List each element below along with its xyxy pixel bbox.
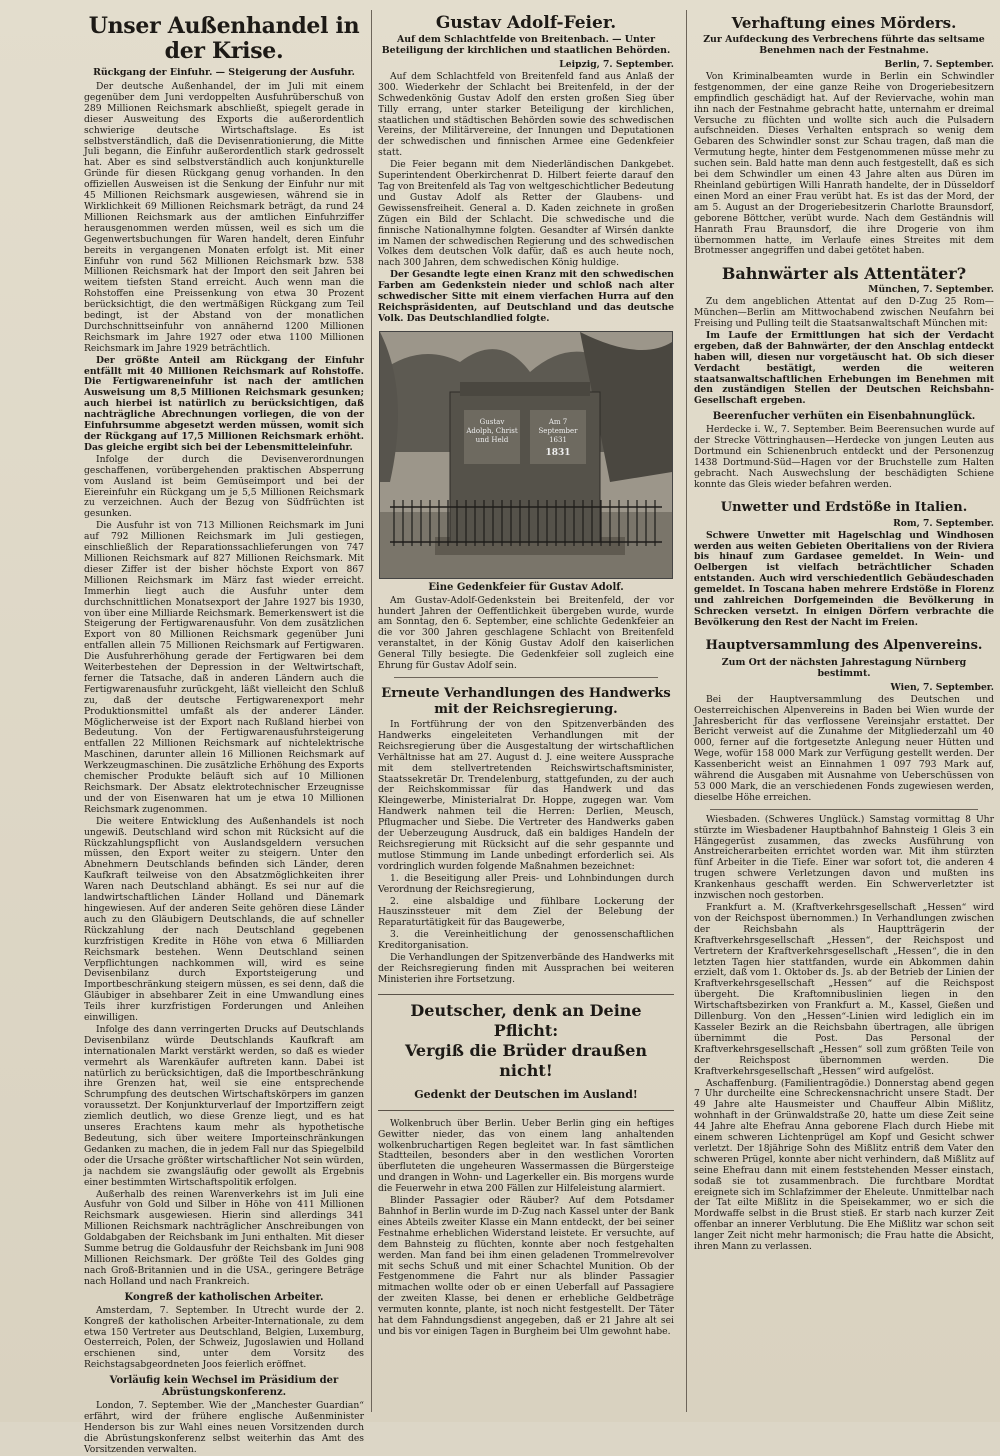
article-paragraph: Der deutsche Außenhandel, der im Juli mit einem gegenüber dem Juni verdoppelten Ausfuhrüberschuß von 289 Millionen Reichsmark abschließt, spiegelt gerade in dieser Ausweitung des Exports die außerordentlich schwierige deutsche Wirtschaftslage. Es ist selbstverständlich, daß die Devisenrationierung, die Mitte Juli begann, die Einfuhr außerordentlich stark gedrosselt hat. Aber es sind selbstverständlich auch konjunkturelle Gründe für diesen Rückgang genug vorhanden. In den offiziellen Ausweisen ist die Senkung der Einfuhr nur mit 45 Millionen Reichsmark ausgewiesen, während sie in Wirklichkeit 69 Millionen Reichsmark beträgt, da rund 24 Millionen Reichsmark aus der amtlichen Einfuhrziffer herausgenommen werden müssen, weil es sich um die Gegenwertsbuchungen für Waren handelt, deren Einfuhr bereits in vergangenen Monaten erfolgt ist. Mit einer Einfuhr von rund 562 Millionen Reichsmark bzw. 538 Millionen Reichsmark hat der Import den seit Jahren bei weitem tiefsten Stand erreicht. Auch wenn man die Rohstoffen eine Preissenkung von etwa 30 Prozent berücksichtigt, die den wertmäßigen Rückgang zum Teil bedingt, ist der Abstand von der monatlichen Durchschnittseinfuhr von annähernd 1200 Millionen Reichsmark im Jahre 1927 oder etwa 1100 Millionen Reichsmark im Jahre 1929 beträchtlich. xyxy=(84,81,364,354)
memorial-stone-illustration xyxy=(380,332,672,578)
article-paragraph: Blinder Passagier oder Räuber? Auf dem Potsdamer Bahnhof in Berlin wurde im D-Zug nach Kassel unter der Bank eines Abteils zweiter Klasse ein Mann entdeckt, der bei seiner Festnahme erheblichen Widerstand leistete. Er versuchte, auf dem Bahnsteig zu flüchten, konnte aber noch festgehalten werden. Man fand bei ihm einen geladenen Trommelrevolver mit sechs Schuß und mit einer Schachtel Munition. Ob der Festgenommene die Fahrt nur als blinder Passagier mitmachen wollte oder ob er einen Ueberfall auf Passagiere der zweiten Klasse, bei denen er erhebliche Geldbeträge vermuten konnte, plante, ist noch nicht festgestellt. Der Täter hat dem Fahndungsdienst angegeben, daß er 21 Jahre alt sei und bis vor einigen Tagen in Burgheim bei Ulm gewohnt habe. xyxy=(378,1195,674,1337)
news-item: Wiesbaden. (Schweres Unglück.) Samstag vormittag 8 Uhr stürzte im Wiesbadener Hauptbahnhof Bahnsteig 1 Gleis 3 ein Hängegerüst zusammen, das zwecks Ausführung von Anstreicherarbeiten errichtet worden war. Mit ihm stürzten fünf Arbeiter in die Tiefe. Einer war sofort tot, die anderen 4 trugen schwere Verletzungen davon und mußten ins Krankenhaus geschafft werden. Ein Schwerverletzter ist inzwischen noch gestorben. xyxy=(694,813,994,902)
divider xyxy=(710,809,978,810)
inscription-left: Gustav Adolph, Christ und Held xyxy=(466,417,518,444)
headline-italien: Unwetter und Erdstöße in Italien. xyxy=(720,499,968,515)
article-paragraph: Die Verhandlungen der Spitzenverbände des Handwerks mit der Reichsregierung finden mit Aussprachen bei weiteren Ministerien ihre Fortsetzung. xyxy=(378,952,674,985)
article-paragraph: London, 7. September. Wie der „Manchester Guardian“ erfährt, wird der frühere englische Außenminister Henderson bis zur Wahl eines neuen Vorsitzenden durch die Abrüstungskonferenz selbst weiterhin das Amt des Vorsitzenden verwalten. xyxy=(84,1400,364,1455)
headline-eisenbahnunglueck: Beerenfucher verhüten ein Eisenbahnunglück. xyxy=(712,411,976,423)
article-paragraph: Die weitere Entwicklung des Außenhandels ist noch ungewiß. Deutschland wird schon mit Rücksicht auf die Rückzahlungspflicht von Auslandsgeldern versuchen müssen, den Export weiter zu steigern. Unter den Abnehmern Deutschlands befinden sich Länder, deren Kaufkraft teilweise von den Absatzmöglichkeiten ihrer Waren nach Deutschland abhängt. Es sei nur auf die landwirtschaftlichen Länder Holland und Dänemark hingewiesen. Auf der anderen Seite gehören diese Länder auch zu den Gläubigern Deutschlands, die auf schneller Rückzahlung der nach Deutschland gegebenen kurzfristigen Kredite in Höhe von etwa 6 Milliarden Reichsmark bestehen. Wenn Deutschland seinen Verpflichtungen nachkommen will, wird es seine Devisenbilanz durch Exportsteigerung und Importbeschränkung steigern müssen, es sei denn, daß die Gläubiger in absehbarer Zeit in eine Umwandlung eines Teils ihrer kurzfristigen Forderungen und Anleihen einwilligen. xyxy=(84,815,364,1024)
article-paragraph: Von Kriminalbeamten wurde in Berlin ein Schwindler festgenommen, der eine ganze Reihe von Drogeriebesitzern empfindlich geschädigt hat. Auf der Reviervache, wohin man ihn nach der Festnahme gebracht hatte, unternahm er dreimal Versuche zu flüchten und wollte sich auch die Pulsadern aufschneiden. Dieses Verhalten entsprach so wenig dem Gebaren des Schwindler sonst zur Schau tragen, daß man die Vermutung hegte, hinter dem Festgenommenen müsse mehr zu suchen sein. Bald hatte man denn auch festgestellt, daß es sich bei dem Schwindler um einen 43 Jahre alten aus Düren im Rheinland gebürtigen Willi Hanrath handelte, der in Düsseldorf einen Mord an einer Frau verübt hat. Es ist das der Mord, der am 5. August an der Drogeriebesitzerin Charlotte Braunsdorf, geborene Böttcher, verübt wurde. Nach dem Geständnis will Hanrath Frau Braunsdorf, die ihre Drogerie von ihm übernommen hatte, im Verlaufe eines Streites mit dem Brotmesser angegriffen und dabei getötet haben. xyxy=(694,70,994,257)
article-paragraph: In Fortführung der von den Spitzenverbänden des Handwerks eingeleiteten Verhandlungen mit der Reichsregierung über die Ausgestaltung der wirtschaftlichen Verhältnisse hat am 27. August d. J. eine weitere Aussprache mit dem stellvertretenden Reichswirtschaftsminister, Staatssekretär Dr. Trendelenburg, stattgefunden, zu der auch der Reichskommissar für das Handwerk und das Kleingewerbe, Ministerialrat Dr. Hoppe, zugegen war. Vom Handwerk nahmen teil die Herren: Derlien, Meusch, Pflugmacher und Siebe. Die Vertreter des Handwerks gaben der Ueberzeugung Ausdruck, daß ein baldiges Handeln der Reichsregierung mit Rücksicht auf die sehr gespannte und mutlose Stimmung im Lande unbedingt erforderlich sei. Als vordringlich wurden folgende Maßnahmen bezeichnet: xyxy=(378,719,674,872)
subheadline-aussenhandel: Rückgang der Einfuhr. — Steigerung der Ausfuhr. xyxy=(93,67,355,78)
list-item: 1. die Beseitigung aller Preis- und Lohnbindungen durch Verordnung der Reichsregierung, xyxy=(378,872,674,895)
article-paragraph: Im Laufe der Ermittlungen hat sich der Verdacht ergeben, daß der Bahnwärter, der den Anschlag entdeckt haben will, diesen nur vorgetäuscht hat. Ob sich dieser Verdacht bestätigt, werden die weiteren staatsanwaltschaftlichen Erhebungen im Benehmen mit den zuständigen Stellen der Deutschen Reichsbahn-Gesellschaft ergeben. xyxy=(694,329,994,407)
caption-text: Am Gustav-Adolf-Gedenkstein bei Breitenfeld, der vor hundert Jahren der Oeffentlichkeit übergeben wurde, wurde am Sonntag, den 6. September, eine schlichte Gedenkfeier an die vor 300 Jahren geschlagene Schlacht von Breitenfeld veranstaltet, in der König Gustav Adolf den kaiserlichen General Tilly besiegte. Die Gedenkfeier soll zugleich eine Ehrung für Gustav Adolf sein. xyxy=(378,594,674,672)
column-middle xyxy=(378,6,674,1416)
article-paragraph: Die Ausfuhr ist von 713 Millionen Reichsmark im Juni auf 792 Millionen Reichsmark im Juli gestiegen, einschließlich der Reparationssachlieferungen von 747 Millionen Reichsmark auf 827 Millionen Reichsmark. Mit dieser Ziffer ist der bisher höchste Export von 867 Millionen Reichsmark im März fast wieder erreicht. Immerhin liegt auch die Ausfuhr unter dem durchschnittlichen Monatsexport der Jahre 1927 bis 1930, von über eine Milliarde Reichsmark. Bemerkenswert ist die Steigerung der Fertigwarenausfuhr. Von dem zusätzlichen Export von 80 Millionen Reichsmark gegenüber Juni entfallen allein 75 Millionen Reichsmark auf Fertigwaren. Die Ausfuhrerhöhung gerade der Fertigwaren bei dem Weiterbestehen der Depression in der Weltwirtschaft, ferner die Tatsache, daß in anderen Ländern auch die Fertigwarenausfuhr zurückgeht, läßt vielleicht den Schluß zu, daß der deutsche Fertigwarenexport mehr Produktionsmittel umfaßt als der anderer Länder. Möglicherweise ist der Export nach Rußland hierbei von Bedeutung. Von der Fertigwarenausfuhrsteigerung entfallen 22 Millionen Reichsmark auf nichtelektrische Maschinen, darunter allein 16 Millionen Reichsmark auf Werkzeugmaschinen. Die zusätzliche Erhöhung des Exports chemischer Produkte beläuft sich auf 10 Millionen Reichsmark. Der Absatz elektrotechnischer Erzeugnisse und der von Eisenwaren hat um je etwa 10 Millionen Reichsmark zugenommen. xyxy=(84,520,364,815)
article-paragraph: Der Gesandte legte einen Kranz mit den schwedischen Farben am Gedenkstein nieder und schloß nach alter schwedischer Sitte mit einem vierfachen Hurra auf den Reichspräsidenten, auf Deutschland und das deutsche Volk. Das Deutschlandlied folgte. xyxy=(378,269,674,324)
dateline: München, 7. September. xyxy=(868,284,994,296)
memorial-photo xyxy=(379,331,673,579)
appeal-line-1: Deutscher, denk an Deine Pflicht: xyxy=(410,1000,642,1040)
headline-handwerk: Erneute Verhandlungen des Handwerks mit der Reichsregierung. xyxy=(381,686,671,717)
photo-caption: Eine Gedenkfeier für Gustav Adolf. xyxy=(428,581,624,593)
article-paragraph: Herdecke i. W., 7. September. Beim Beerensuchen wurde auf der Strecke Vöttringhausen—Herdecke von jungen Leuten aus Dortmund ein Schienenbruch entdeckt und der Personenzug 1438 Dortmund-Süd—Hagen vor der Bruchstelle zum Halten gebracht. Nach Auswechslung der beschädigten Schiene konnte das Gleis wieder befahren werden. xyxy=(694,424,994,490)
column-left xyxy=(84,6,364,1455)
divider xyxy=(394,677,658,678)
appeal-line-2: Vergiß die Brüder draußen nicht! xyxy=(404,1040,648,1080)
appeal-line-3: Gedenkt der Deutschen im Ausland! xyxy=(414,1087,638,1101)
column-rule xyxy=(686,10,687,1412)
news-item: Aschaffenburg. (Familientragödie.) Donnerstag abend gegen 7 Uhr durcheilte eine Schreckensnachricht unsere Stadt. Der 49 Jahre alte Hausmeister und Chauffeur Albin Mißlitz, wohnhaft in der Grünwaldstraße 20, hatte um diese Zeit seine 44 Jahre alte Ehefrau Anna geborene Flach durch Hiebe mit einem schweren Lichtenprügel am Kopf und Gesicht schwer verletzt. Der 18jährige Sohn des Mißlitz entriß dem Vater den schweren Prügel, konnte aber nicht verhindern, daß Mißlitz auf seine Ehefrau dann mit einem feststehenden Messer einstach, sodaß sie tot zusammenbrach. Die furchtbare Mordtat ereignete sich im Schlafzimmer der Eheleute. Unmittelbar nach der Tat eilte Mißlitz in die Speisekammer, wo er sich die Mordwaffe selbst in die Brust stieß. Er starb nach kurzer Zeit offenbar an innerer Verblutung. Die Ehe Mißlitz war schon seit langer Zeit nicht mehr harmonisch; die Frau hatte die Absicht, ihren Mann zu verlassen. xyxy=(694,1077,994,1253)
column-right xyxy=(694,6,994,1416)
appeal-box xyxy=(378,994,674,1111)
article-paragraph: Zu dem angeblichen Attentat auf den D-Zug 25 Rom—München—Berlin am Mittwochabend zwischen Neufahrn bei Freising und Pulling teilt die Staatsanwaltschaft München mit: xyxy=(694,296,994,330)
list-item: 2. eine alsbaldige und fühlbare Lockerung der Hauszinssteuer mit dem Ziel der Belebung der Reparaturtätigkeit für das Baugewerbe, xyxy=(378,895,674,929)
article-paragraph: Amsterdam, 7. September. In Utrecht wurde der 2. Kongreß der katholischen Arbeiter-Internationale, zu dem etwa 150 Vertreter aus Deutschland, Belgien, Luxemburg, Oesterreich, Polen, der Schweiz, Jugoslawien und Holland erschienen sind, unter dem Vorsitz des Reichstagsabgeordneten Joos feierlich eröffnet. xyxy=(84,1304,364,1371)
subheadline-moerder: Zur Aufdeckung des Verbrechens führte das seltsame Benehmen nach der Festnahme. xyxy=(703,34,985,56)
headline-aussenhandel: Unser Außenhandel in der Krise. xyxy=(88,13,360,64)
list-item: 3. die Vereinheitlichung der genossenschaftlichen Kreditorganisation. xyxy=(378,929,674,952)
inscription-right: Am 7 September 1631 xyxy=(538,417,578,444)
headline-bahnwaerter: Bahnwärter als Attentäter? xyxy=(721,264,967,284)
headline-gustav-adolf: Gustav Adolf-Feier. xyxy=(435,13,617,33)
headline-moerder: Verhaftung eines Mörders. xyxy=(731,14,957,32)
headline-kongress: Kongreß der katholischen Arbeiter. xyxy=(124,1291,324,1303)
article-paragraph: Infolge der durch die Devisenverordnungen geschaffenen, vorübergehenden praktischen Absperrung vom Ausland ist beim Gemüseimport und bei der Eiereinfuhr ein Rückgang um je 5,5 Millionen Reichsmark zu verzeichnen. Auch der Bezug von Südfrüchten ist gesunken. xyxy=(84,453,364,520)
headline-abruestung: Vorläufig kein Wechsel im Präsidium der Abrüstungskonferenz. xyxy=(109,1375,339,1399)
dateline: Wien, 7. September. xyxy=(890,681,994,693)
news-item: Frankfurt a. M. (Kraftverkehrsgesellschaft „Hessen“ wird von der Reichspost übernommen.) In Verhandlungen zwischen der Reichsbahn als Hauptträgerin der Kraftverkehrsgesellschaft „Hessen“, der Reichspost und Vertretern der Kraftverkehrsgesellschaft „Hessen“, die in den letzten Tagen hier stattfanden, wurde ein Abkommen dahin erzielt, daß vom 1. Oktober ds. Js. ab der Betrieb der Linien der Kraftverkehrsgesellschaft „Hessen“ auf die Reichspost übergeht. Die Kraftomnibuslinien liegen in den Wirtschaftsbezirken von Frankfurt a. M., Kassel, Gießen und Dillenburg. Von den „Hessen“-Linien wird lediglich ein im Kasseler Bezirk an die Reichsbahn übertragen, alle übrigen übernimmt die Post. Das Personal der Kraftverkehrsgesellschaft „Hessen“ soll zum größten Teile von der Reichspost übernommen werden. Die Kraftverkehrsgesellschaft „Hessen“ wird aufgelöst. xyxy=(694,902,994,1077)
article-paragraph: Infolge des dann verringerten Drucks auf Deutschlands Devisenbilanz würde Deutschlands Kaufkraft am internationalen Markt verstärkt werden, so daß es wieder vermehrt als Warenkäufer auftreten kann. Dabei ist natürlich zu berücksichtigen, daß die Importbeschränkung ihre Grenzen hat, weil sie eine entsprechende Schrumpfung des deutschen Wirtschaftskörpers im ganzen voraussetzt. Der Konjunkturverlauf der Importziffern zeigt ziemlich deutlich, wo diese Grenze liegt, und es hat unseres Erachtens kaum mehr als hypothetische Bedeutung, sich über weitere Importeinschränkungen Gedanken zu machen, die in jedem Fall nur das Spiegelbild oder die Ursache größter wirtschaftlicher Not sein würden, ja nachdem sie zwangsläufig oder gewollt als Ergebnis einer bestimmten Wirtschaftspolitik erfolgen. xyxy=(84,1023,364,1188)
article-paragraph: Der größte Anteil am Rückgang der Einfuhr entfällt mit 40 Millionen Reichsmark auf Rohstoffe. Die Fertigwareneinfuhr ist nach der amtlichen Ausweisung um 8,5 Millionen Reichsmark gesunken; auch hierbei ist natürlich zu berücksichtigen, daß nachträgliche Abrechnungen vorliegen, die von der Einfuhrsumme abgesetzt werden müssen, womit sich der Rückgang auf 17,5 Millionen Reichsmark erhöht. Das gleiche ergibt sich bei der Lebensmitteleinfuhr. xyxy=(84,354,364,453)
article-paragraph: Die Feier begann mit dem Niederländischen Dankgebet. Superintendent Oberkirchenrat D. Hilbert feierte darauf den Tag von Breitenfeld als Tag von weltgeschichtlicher Bedeutung und Gustav Adolf als Retter der Glaubens- und Gewissensfreiheit. General a. D. Kaden zeichnete in großen Zügen ein Bild der Schlacht. Die schwedische und die finnische Nationalhymne folgten. Gesandter af Wirsén dankte im Namen der schwedischen Regierung und des schwedischen Volkes dem deutschen Volk dafür, daß es auch heute noch, nach 300 Jahren, dem schwedischen König huldige. xyxy=(378,159,674,269)
column-rule xyxy=(371,10,372,1412)
headline-alpenverein: Hauptversammlung des Alpenvereins. xyxy=(705,637,983,653)
article-paragraph: Auf dem Schlachtfeld von Breitenfeld fand aus Anlaß der 300. Wiederkehr der Schlacht bei Breitenfeld, in der der Schwedenkönig Gustav Adolf den ersten großen Sieg über Tilly errang, unter starker Beteiligung der kirchlichen, staatlichen und städtischen Behörden sowie des schwedischen Vereins, der Militärvereine, der Innungen und Deputationen der schwedischen und finnischen Armee eine Gedenkfeier statt. xyxy=(378,70,674,159)
inscription-year: 1831 xyxy=(545,447,571,458)
subheadline-gustav-adolf: Auf dem Schlachtfelde von Breitenbach. — Unter Beteiligung der kirchlichen und staatlichen Behörden. xyxy=(381,34,671,56)
dateline: Berlin, 7. September. xyxy=(884,59,994,70)
article-paragraph: Bei der Hauptversammlung des Deutschen und Oesterreichischen Alpenvereins in Baden bei Wien wurde der Jahresbericht für das verflossene Vereinsjahr erstattet. Der Bericht verweist auf die Zunahme der Mitgliederzahl um 40 000, ferner auf die fortgesetzte Anlegung neuer Hütten und Wege, wofür 158 000 Mark zur Verfügung gestellt werden. Der Kassenbericht weist an Einnahmen 1 097 793 Mark auf, während die Ausgaben mit Ausnahme von Ueberschüssen von 53 000 Mark, die an verschiedenen Fonds zugewiesen werden, dieselbe Höhe erreichen. xyxy=(694,693,994,803)
dateline: Leipzig, 7. September. xyxy=(559,59,674,70)
subheadline-alpenverein: Zum Ort der nächsten Jahrestagung Nürnberg bestimmt. xyxy=(721,656,967,679)
dateline: Rom, 7. September. xyxy=(893,517,994,529)
article-paragraph: Außerhalb des reinen Warenverkehrs ist im Juli eine Ausfuhr von Gold und Silber in Höhe von 411 Millionen Reichsmark ausgewiesen. Hierin sind allerdings 341 Millionen Reichsmark nachträglicher Anschreibungen von Goldabgaben der Reichsbank im Juni enthalten. Mit dieser Summe betrug die Goldausfuhr der Reichsbank im Juni 908 Millionen Reichsmark. Der größte Teil des Goldes ging nach Groß-Britannien und in die USA., geringere Beträge nach Holland und nach Frankreich. xyxy=(84,1188,364,1287)
article-paragraph: Schwere Unwetter mit Hagelschlag und Windhosen werden aus weiten Gebieten Oberitaliens von der Riviera bis hinauf zum Gardasee gemeldet. In Wein- und Oelbergen ist vielfach beträchtlicher Schaden entstanden. Auch wird verschiedentlich Gebäudeschaden gemeldet. In Toscana haben mehrere Erdstöße in Florenz und zahlreichen Dorfgemeinden die Bevölkerung in Schrecken versetzt. In einigen Dörfern verbrachte die Bevölkerung den Rest der Nacht im Freien. xyxy=(694,529,994,628)
article-paragraph: Wolkenbruch über Berlin. Ueber Berlin ging ein heftiges Gewitter nieder, das von einem lang anhaltenden wolkenbruchartigen Regen begleitet war. In fast sämtlichen Stadtteilen, besonders aber in den westlichen Vororten überfluteten die ungeheuren Wassermassen die Bürgersteige und drangen in Wohn- und Lagerkeller ein. Bis morgens wurde die Feuerwehr in etwa 200 Fällen zur Hilfeleistung alarmiert. xyxy=(378,1117,674,1195)
